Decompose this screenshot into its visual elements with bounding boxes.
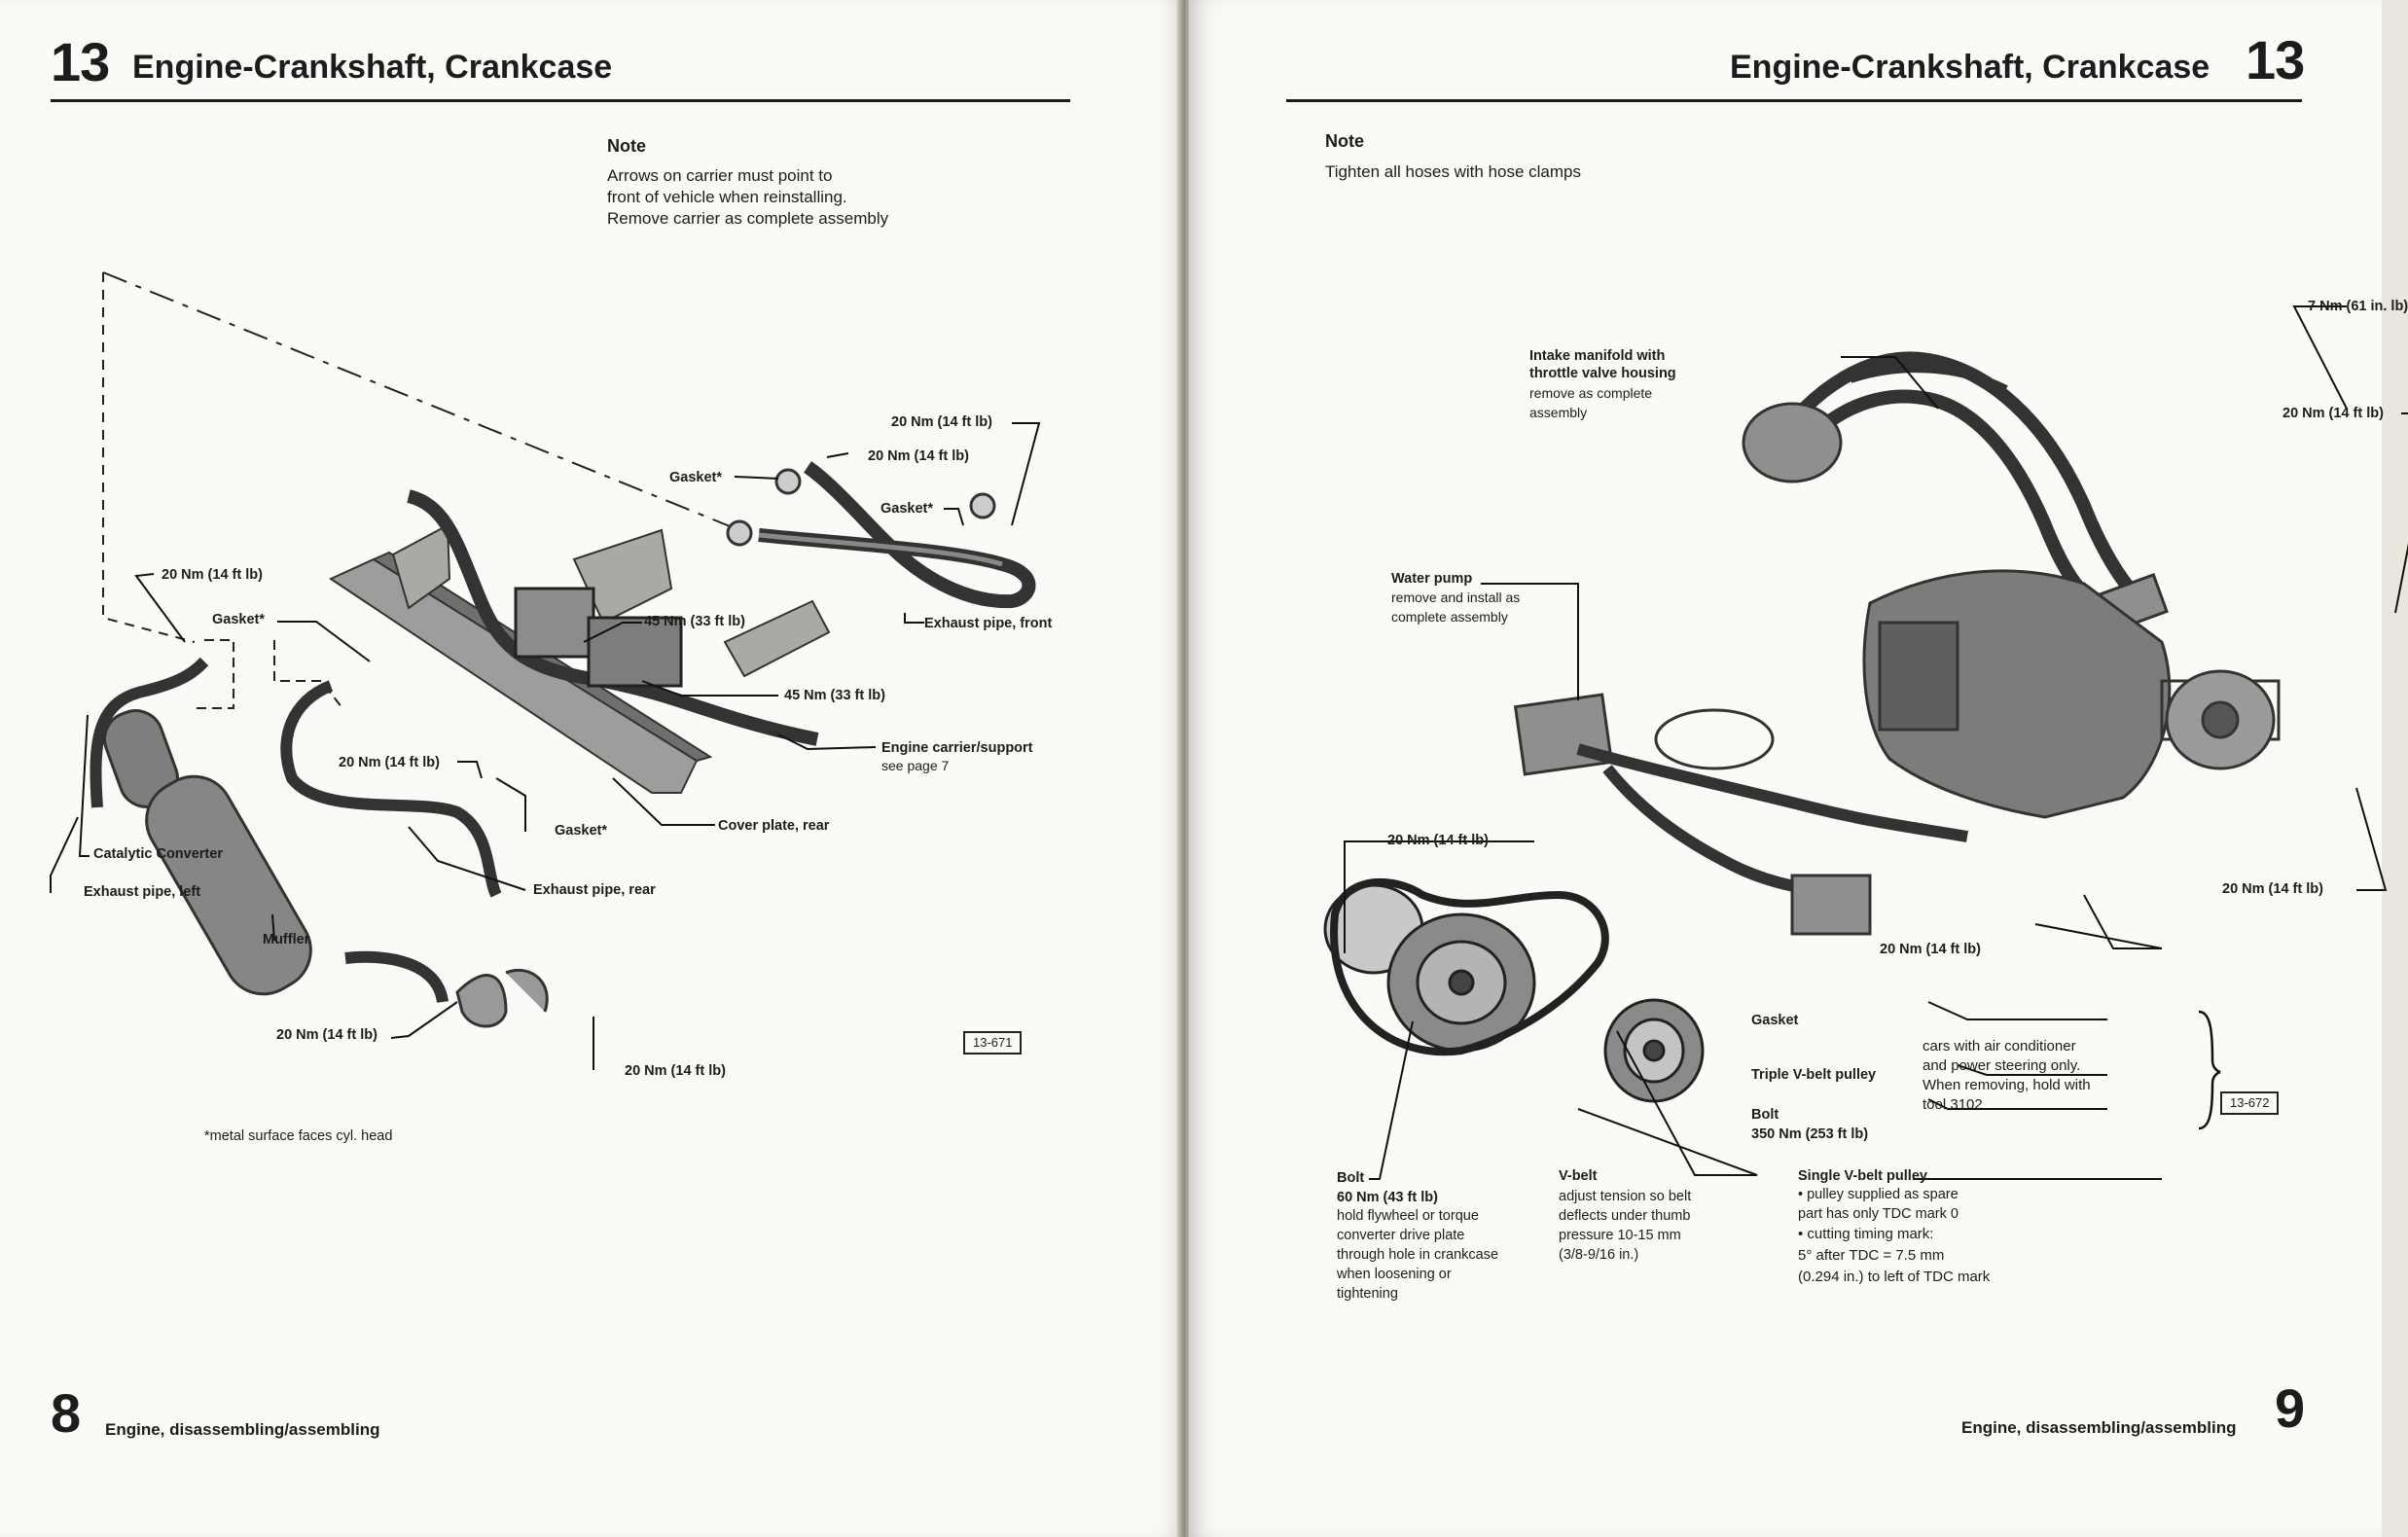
callout-single-pulley-bullet: • pulley supplied as spare part has only TDC mark 0 — [1798, 1187, 1959, 1222]
callout-intake-subtext: remove as complete assembly — [1529, 385, 1653, 420]
callout-torque: 45 Nm (33 ft lb) — [784, 688, 885, 703]
callout-torque: 20 Nm (14 ft lb) — [1387, 833, 1489, 848]
footnote: *metal surface faces cyl. head — [204, 1128, 393, 1144]
callout-carrier-subtext: see page 7 — [881, 758, 950, 773]
callout-torque: 20 Nm (14 ft lb) — [276, 1027, 377, 1043]
callout-bolt-text: hold flywheel or torque converter drive plate through hole in crankcase when loosening or tightening — [1337, 1208, 1499, 1302]
exhaust-system-diagram — [0, 0, 1183, 1167]
note-text: Tighten all hoses with hose clamps — [1325, 162, 1582, 181]
callout-gasket: Gasket* — [212, 612, 266, 627]
engine-diagram — [1189, 0, 2382, 1362]
page-number: 8 — [51, 1382, 81, 1444]
note-text: Arrows on carrier must point to front of vehicle when reinstalling. Remove carrier as complete assembly — [607, 166, 889, 228]
callout-intake-manifold: Intake manifold with throttle valve housing — [1529, 348, 1676, 381]
exhaust-pipe-front — [728, 467, 1029, 601]
callout-torque: 45 Nm (33 ft lb) — [644, 614, 745, 629]
callout-exhaust-left: Exhaust pipe, left — [84, 884, 201, 900]
chapter-number: 13 — [51, 31, 110, 92]
callout-torque: 20 Nm (14 ft lb) — [868, 448, 969, 464]
callout-gasket: Gasket* — [669, 470, 723, 485]
footer-title: Engine, disassembling/assembling — [1961, 1418, 2237, 1437]
page-number: 9 — [2275, 1377, 2305, 1439]
callout-single-pulley: Single V-belt pulley — [1798, 1168, 1927, 1184]
callout-vbelt-text: adjust tension so belt deflects under thumb pressure 10-15 mm (3/8-9/16 in.) — [1559, 1189, 1692, 1263]
callout-cover-plate: Cover plate, rear — [718, 818, 830, 834]
dashed-bracket-line — [103, 272, 195, 642]
callout-exhaust-front: Exhaust pipe, front — [924, 616, 1053, 631]
callout-triple-pulley: Triple V-belt pulley — [1751, 1067, 1877, 1083]
pulley-belt-part — [1325, 882, 1703, 1101]
callout-engine-carrier: Engine carrier/support — [881, 740, 1033, 756]
callout-torque: 20 Nm (14 ft lb) — [891, 414, 992, 430]
page-title: Engine-Crankshaft, Crankcase — [132, 49, 613, 86]
exhaust-pipe-rear — [286, 686, 496, 895]
right-page — [1189, 0, 2408, 1537]
callout-bolt: Bolt — [1337, 1170, 1365, 1186]
callout-torque: 20 Nm (14 ft lb) — [625, 1063, 726, 1079]
note-heading: Note — [1325, 131, 1364, 151]
callout-torque: 20 Nm (14 ft lb) — [2282, 406, 2384, 421]
callout-bolt-torque: 350 Nm (253 ft lb) — [1751, 1126, 1869, 1142]
callout-gasket: Gasket* — [881, 501, 934, 517]
callout-torque: 7 Nm (61 in. lb) — [2308, 299, 2408, 314]
callout-exhaust-rear: Exhaust pipe, rear — [533, 882, 656, 898]
dashed-diagonal-line — [103, 272, 739, 530]
callout-catalytic-converter: Catalytic Converter — [93, 846, 223, 862]
callout-water-pump-subtext: remove and install as complete assembly — [1391, 590, 1521, 625]
callout-gasket: Gasket — [1751, 1013, 1799, 1028]
callout-torque: 20 Nm (14 ft lb) — [2222, 881, 2323, 897]
footer-title: Engine, disassembling/assembling — [105, 1420, 380, 1439]
callout-vbelt: V-belt — [1559, 1168, 1598, 1184]
clamp-part — [457, 970, 547, 1026]
note-heading: Note — [607, 136, 646, 156]
callout-gasket: Gasket* — [555, 823, 608, 839]
callout-muffler: Muffler — [263, 932, 310, 947]
callout-torque: 20 Nm (14 ft lb) — [1880, 942, 1981, 957]
figure-number: 13-672 — [2220, 1091, 2279, 1115]
figure-number: 13-671 — [963, 1031, 1022, 1054]
chapter-number: 13 — [2246, 29, 2305, 90]
callout-torque: 20 Nm (14 ft lb) — [339, 755, 440, 770]
page-title: Engine-Crankshaft, Crankcase — [1730, 49, 2210, 86]
callout-water-pump: Water pump — [1391, 571, 1473, 587]
callout-bolt: Bolt — [1751, 1107, 1779, 1123]
callout-single-pulley-bullet: • cutting timing mark: 5° after TDC = 7.5 mm (0.294 in.) to left of TDC mark — [1798, 1226, 1991, 1285]
alternator-part — [2167, 671, 2274, 768]
left-page — [0, 0, 1183, 1537]
leader-lines — [1189, 0, 2408, 1179]
callout-bolt-torque: 60 Nm (43 ft lb) — [1337, 1190, 1438, 1205]
callout-torque: 20 Nm (14 ft lb) — [162, 567, 263, 583]
callout-ac-note: cars with air conditioner and power steering only. When removing, hold with tool 3102 — [1923, 1038, 2091, 1113]
